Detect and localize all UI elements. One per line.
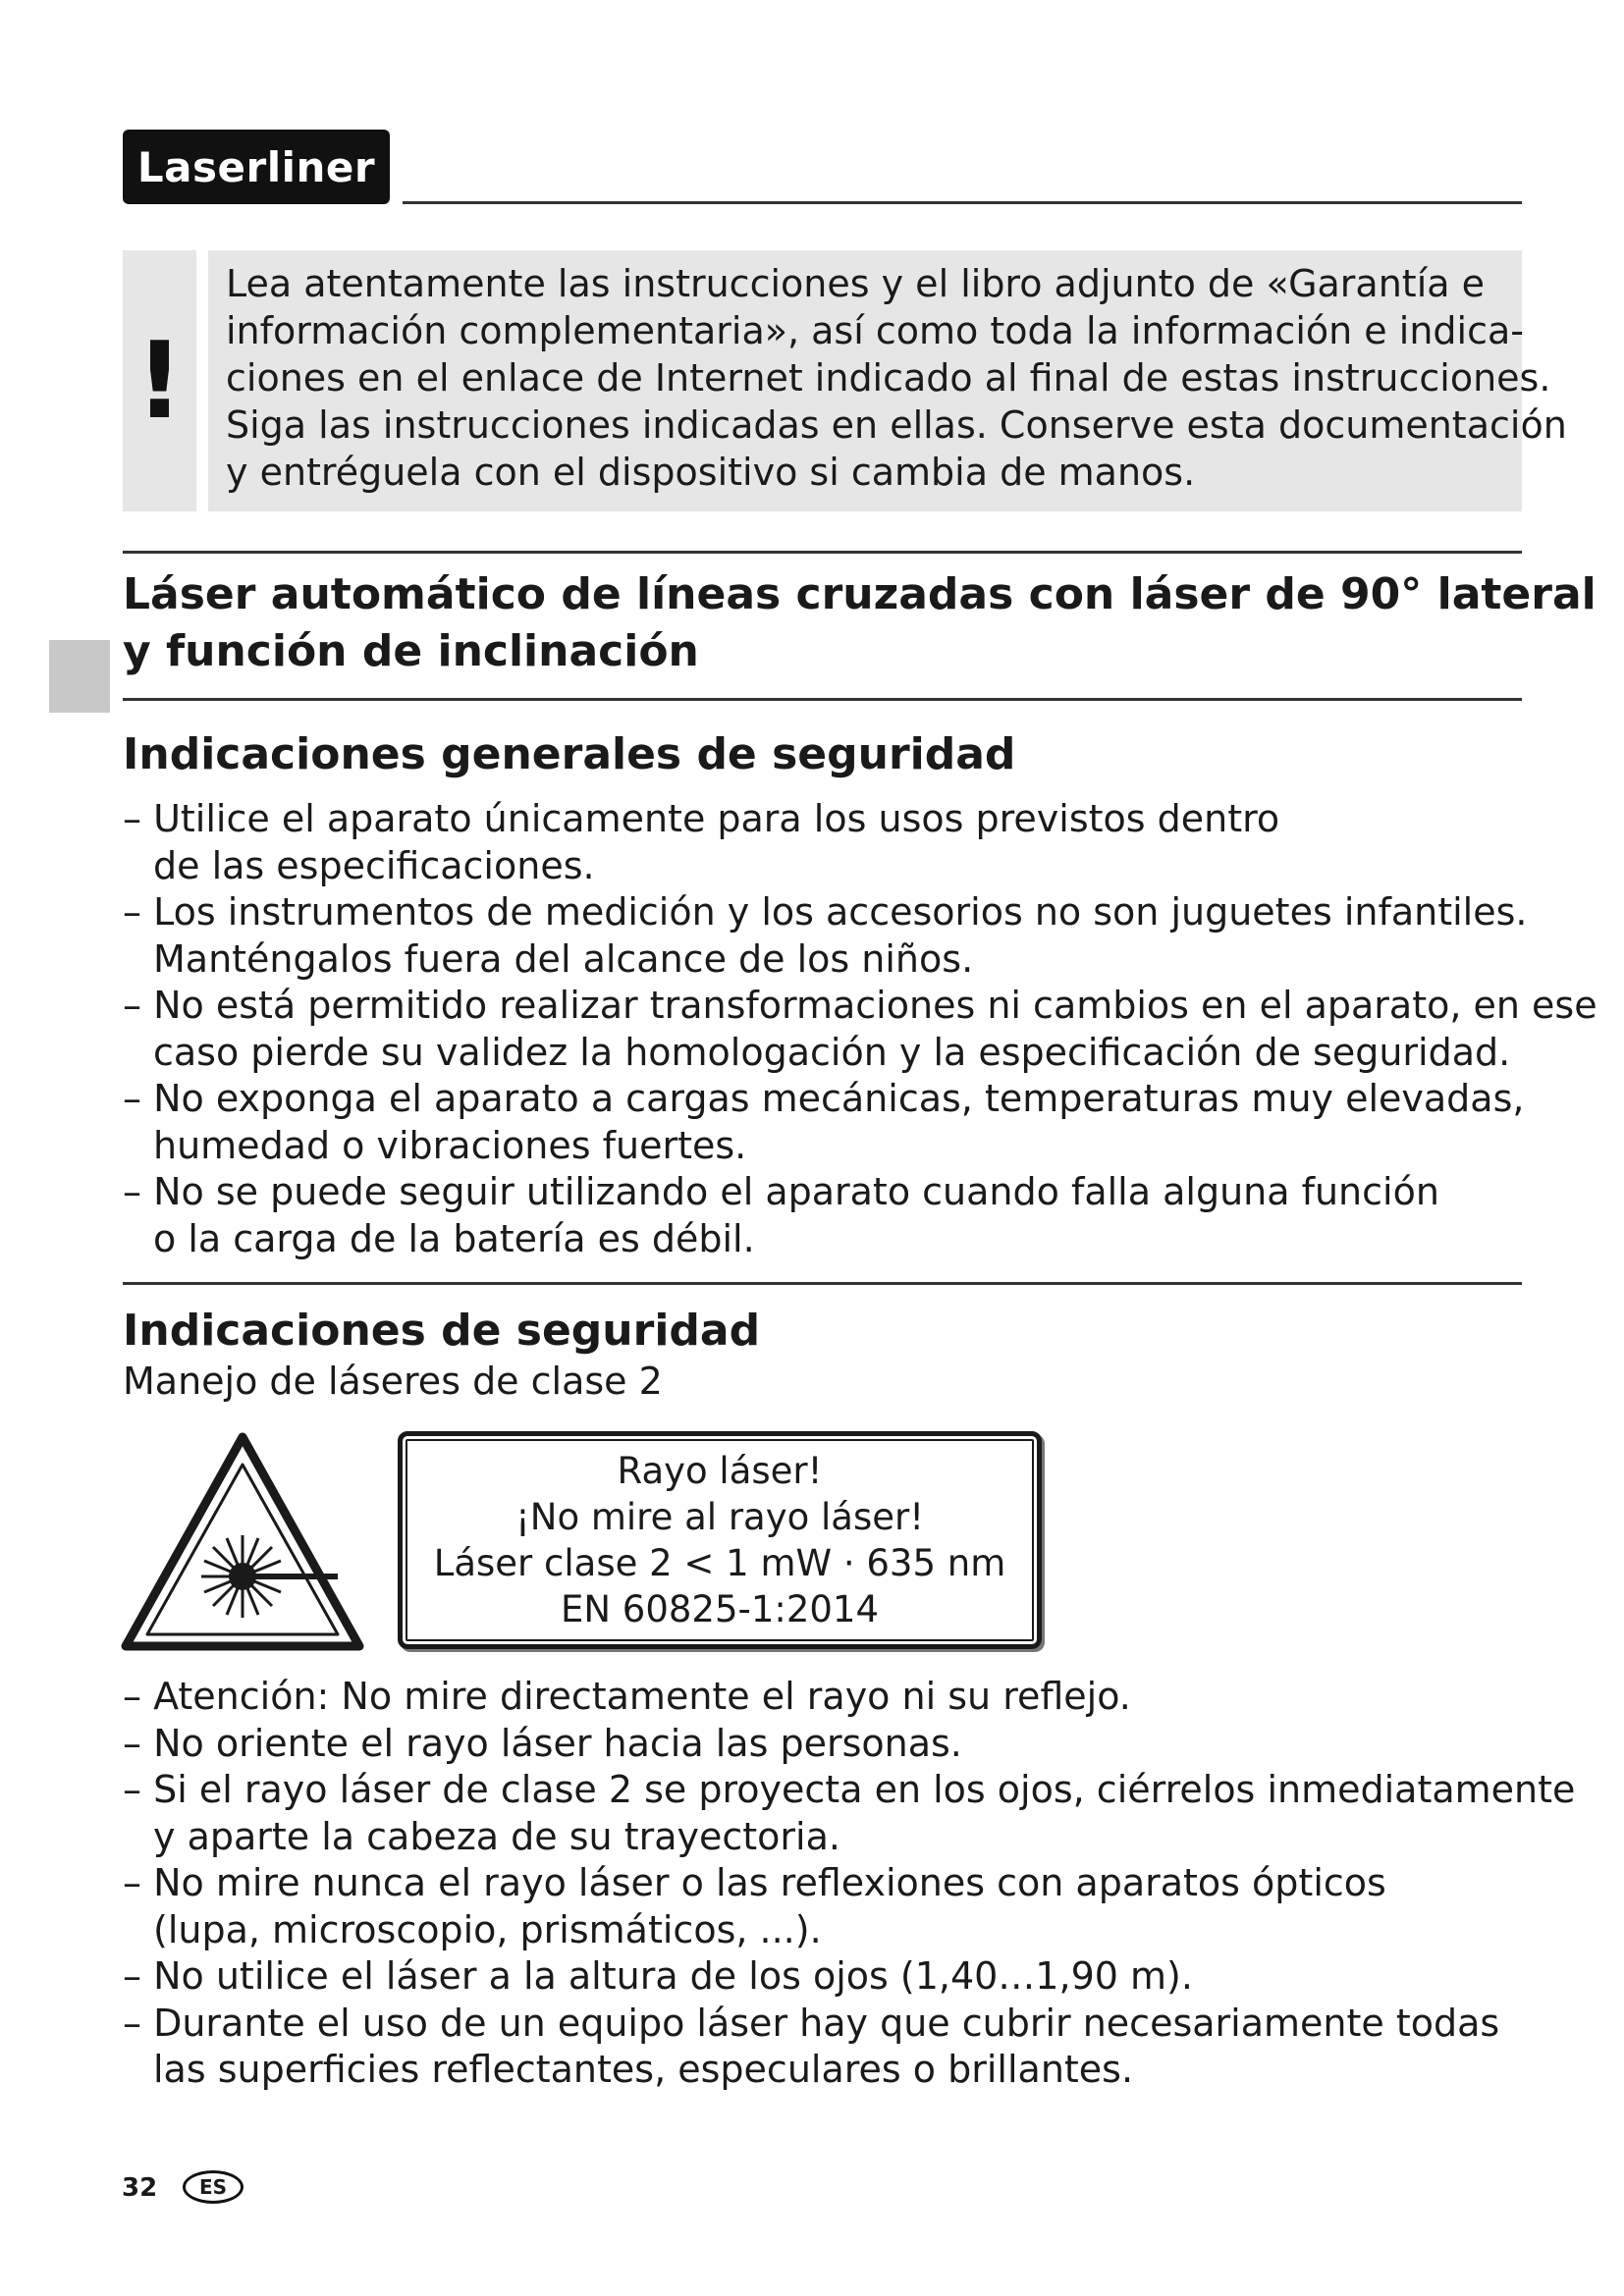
header-rule	[403, 201, 1522, 204]
general-safety-heading: Indicaciones generales de seguridad	[123, 729, 1016, 779]
laser-warning-label	[398, 1431, 1042, 1649]
page-number: 32	[122, 2173, 158, 2203]
list-item: – Atención: No mire directamente el rayo ni su reflejo.	[123, 1675, 1131, 1718]
notice-line: ciones en el enlace de Internet indicado al final de estas instrucciones.	[226, 356, 1551, 400]
list-item: – No mire nunca el rayo láser o las reflexiones con aparatos ópticos (lupa, microscopio, prismáticos, ...).	[123, 1861, 1386, 1951]
list-item: – Utilice el aparato únicamente para los usos previstos dentro de las especificaciones.	[123, 797, 1280, 887]
warning-line: Rayo láser!	[617, 1450, 823, 1492]
laser-class-subheading: Manejo de láseres de clase 2	[123, 1360, 663, 1403]
product-title-line: y función de inclinación	[123, 626, 699, 676]
product-title	[123, 566, 1597, 680]
section-side-tab	[49, 640, 110, 713]
notice-line: y entréguela con el dispositivo si cambia de manos.	[226, 451, 1196, 494]
general-safety-list	[123, 796, 1597, 1262]
language-badge: ES	[183, 2170, 244, 2204]
notice-line: Lea atentamente las instrucciones y el libro adjunto de «Garantía e	[226, 262, 1485, 305]
list-item: – No está permitido realizar transformaciones ni cambios en el aparato, en ese caso pierde su validez la homologación y la especificación de seguridad.	[123, 984, 1597, 1074]
product-title-line: Láser automático de líneas cruzadas con láser de 90° lateral	[123, 569, 1597, 619]
exclamation-icon: !	[123, 250, 196, 511]
notice-line: información complementaria», así como toda la información e indica-	[226, 309, 1524, 352]
list-item: – No se puede seguir utilizando el aparato cuando falla alguna función o la carga de la batería es débil.	[123, 1170, 1439, 1260]
notice-box	[208, 250, 1567, 511]
section-rule	[123, 1282, 1522, 1285]
section-rule	[123, 698, 1522, 701]
list-item: – Si el rayo láser de clase 2 se proyecta en los ojos, ciérrelos inmediatamente y aparte la cabeza de su trayectoria.	[123, 1768, 1576, 1858]
list-item: – Los instrumentos de medición y los accesorios no son juguetes infantiles. Manténgalos fuera del alcance de los niños.	[123, 890, 1528, 981]
warning-line: ¡No mire al rayo láser!	[514, 1496, 925, 1538]
laser-safety-heading: Indicaciones de seguridad	[123, 1306, 761, 1356]
warning-line: EN 60825-1:2014	[560, 1588, 880, 1630]
notice-line: Siga las instrucciones indicadas en ellas. Conserve esta documentación	[226, 403, 1567, 447]
list-item: – No exponga el aparato a cargas mecánicas, temperaturas muy elevadas, humedad o vibraciones fuertes.	[123, 1077, 1525, 1167]
laser-warning-triangle-icon	[120, 1431, 365, 1652]
laser-safety-list	[123, 1674, 1575, 2094]
list-item: – No utilice el láser a la altura de los ojos (1,40…1,90 m).	[123, 1954, 1193, 1998]
list-item: – No oriente el rayo láser hacia las personas.	[123, 1721, 962, 1765]
warning-line: Láser clase 2 < 1 mW · 635 nm	[433, 1542, 1006, 1584]
brand-logo: Laserliner	[123, 130, 390, 204]
list-item: – Durante el uso de un equipo láser hay que cubrir necesariamente todas las superficies reflectantes, especulares o brillantes.	[123, 2001, 1500, 2091]
section-rule	[123, 551, 1522, 554]
